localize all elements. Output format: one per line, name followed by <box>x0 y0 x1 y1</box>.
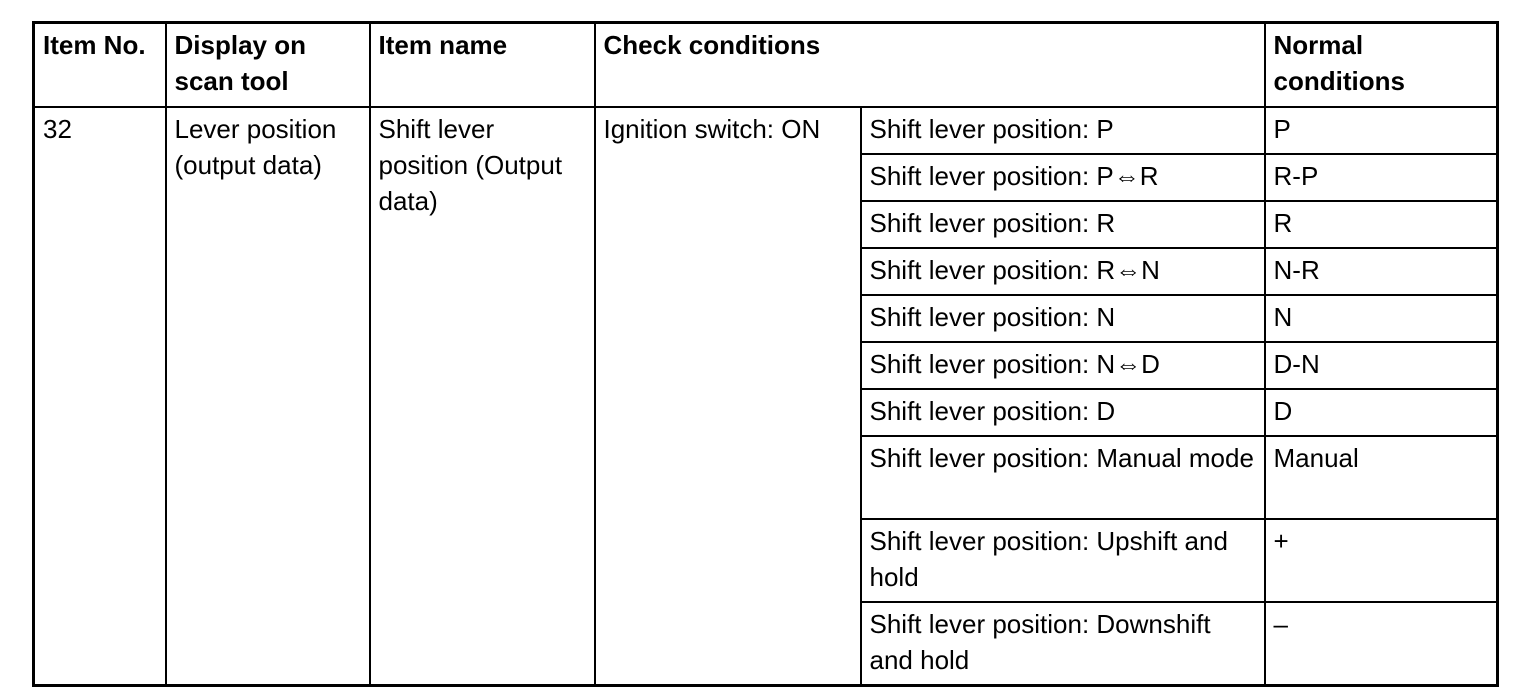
cell-normal-condition: D <box>1265 389 1498 436</box>
cell-check-condition: Shift lever position: Upshift and hold <box>861 519 1265 602</box>
cell-normal-condition: R-P <box>1265 154 1498 201</box>
cell-check-condition: Shift lever position: R <box>861 201 1265 248</box>
cell-normal-condition: N <box>1265 295 1498 342</box>
cell-ignition-condition: Ignition switch: ON <box>595 107 861 686</box>
header-item-name: Item name <box>370 23 595 107</box>
header-row <box>34 23 1498 107</box>
cell-item-no: 32 <box>34 107 166 686</box>
cell-item-name: Shift lever position (Output data) <box>370 107 595 686</box>
cell-check-condition: Shift lever position: D <box>861 389 1265 436</box>
cell-check-condition: Shift lever position: P <box>861 107 1265 154</box>
cell-check-condition: Shift lever position: Downshift and hold <box>861 602 1265 686</box>
header-check-conditions: Check conditions <box>595 23 1265 107</box>
cell-normal-condition: N-R <box>1265 248 1498 295</box>
cell-normal-condition: D-N <box>1265 342 1498 389</box>
data-list-table <box>32 21 1499 687</box>
cell-normal-condition: R <box>1265 201 1498 248</box>
header-display-on-scan-tool: Display on scan tool <box>166 23 370 107</box>
cell-normal-condition: + <box>1265 519 1498 602</box>
cell-normal-condition: Manual <box>1265 436 1498 519</box>
cell-check-condition: Shift lever position: P⇔R <box>861 154 1265 201</box>
cell-normal-condition: P <box>1265 107 1498 154</box>
cell-check-condition: Shift lever position: R⇔N <box>861 248 1265 295</box>
cell-check-condition: Shift lever position: N⇔D <box>861 342 1265 389</box>
table-row <box>34 107 1498 154</box>
header-item-no: Item No. <box>34 23 166 107</box>
cell-display: Lever position (output data) <box>166 107 370 686</box>
cell-check-condition: Shift lever position: N <box>861 295 1265 342</box>
cell-normal-condition: – <box>1265 602 1498 686</box>
header-normal-conditions: Normal conditions <box>1265 23 1498 107</box>
cell-check-condition: Shift lever position: Manual mode <box>861 436 1265 519</box>
